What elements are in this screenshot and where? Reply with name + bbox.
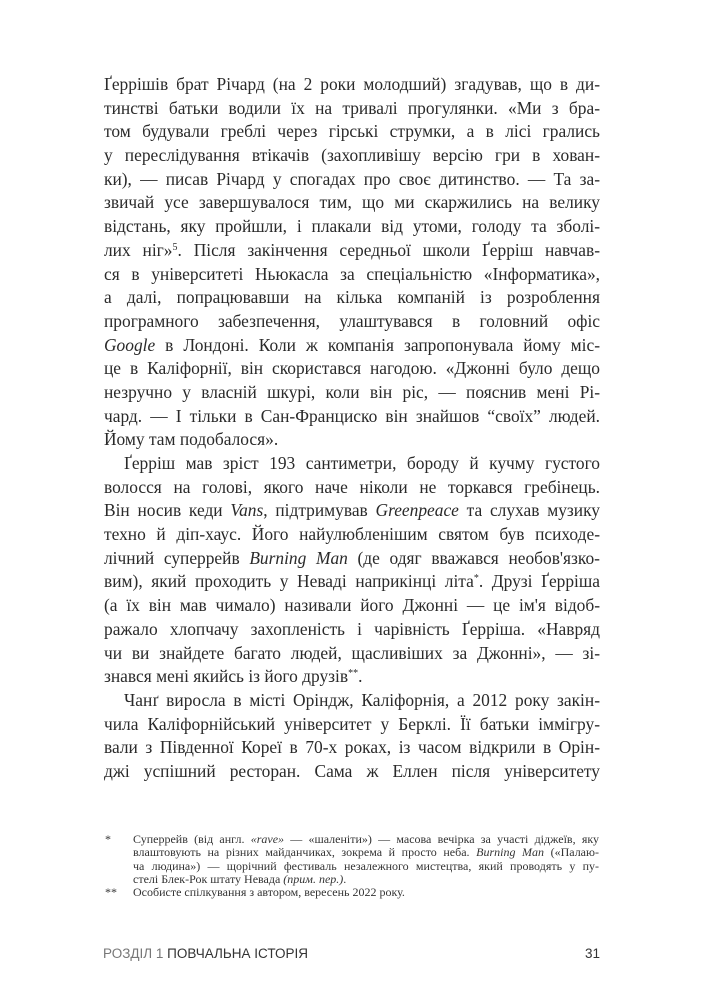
text-line bbox=[104, 428, 600, 452]
text-run: незручно у власній шкурі, коли він ріс, — пояснив мені Рі- bbox=[104, 381, 600, 402]
text-run: ки), — писав Річард у спогадах про своє дитинство. — Та за- bbox=[104, 168, 600, 189]
page-footer bbox=[103, 946, 600, 961]
footnote-line bbox=[133, 873, 599, 886]
text-run: відстань, яку пройшли, і плакали від утоми, голоду та зболі- bbox=[104, 216, 600, 237]
text-line bbox=[104, 239, 600, 263]
text-run: програмного забезпечення, улаштувався в головний офіс bbox=[104, 310, 600, 331]
text-line bbox=[104, 405, 600, 429]
text-line bbox=[104, 144, 600, 168]
text-run: Ґерріш мав зріст 193 сантиметри, бороду й кучму густого bbox=[124, 453, 600, 473]
footnote-ref: * bbox=[473, 573, 479, 585]
italic-text: Google bbox=[104, 334, 156, 355]
text-run: . bbox=[358, 666, 363, 687]
footnote-line bbox=[133, 860, 599, 873]
text-run: чила Каліфорнійський університет у Берклі. Її батьки іммігру- bbox=[104, 713, 600, 734]
text-line bbox=[104, 642, 600, 666]
text-line bbox=[104, 310, 600, 334]
text-line bbox=[104, 286, 600, 310]
text-run: вим), який проходить у Неваді наприкінці літа bbox=[104, 571, 474, 592]
chapter-title: ПОВЧАЛЬНА ІСТОРІЯ bbox=[167, 946, 308, 961]
text-line bbox=[104, 97, 600, 121]
footnote-ref: 5 bbox=[172, 241, 178, 253]
text-run: . bbox=[343, 871, 347, 886]
text-run: ражало хлопчачу захопленість і чарівність Ґерріша. «Навряд bbox=[104, 618, 600, 639]
italic-text: Vans bbox=[230, 500, 264, 521]
text-run: Ґеррішів брат Річард (на 2 роки молодший) згадував, що в ди- bbox=[104, 74, 600, 94]
paragraph bbox=[104, 452, 600, 689]
text-line bbox=[104, 760, 600, 784]
text-line bbox=[104, 357, 600, 381]
text-line bbox=[104, 665, 600, 689]
text-run: — «шаленіти») — масова вечірка за участі діджеїв, яку bbox=[284, 832, 599, 846]
text-line bbox=[104, 73, 600, 97]
text-line bbox=[104, 263, 600, 287]
text-run: (де одяг вважався необов'язко- bbox=[347, 547, 600, 568]
footnote bbox=[105, 886, 599, 899]
text-run: джі успішний ресторан. Сама ж Еллен після університету bbox=[104, 760, 600, 781]
text-run: . Друзі Ґерріша bbox=[478, 571, 600, 592]
text-run: ся в університеті Ньюкасла за спеціальністю «Інформатика», bbox=[104, 263, 600, 284]
text-run: у переслідування втікачів (захопливішу версію гри в хован- bbox=[104, 145, 600, 166]
text-line bbox=[104, 570, 600, 594]
footnote-line bbox=[133, 846, 599, 859]
text-run: чард. — І тільки в Сан-Франциско він знайшов “своїх” людей. bbox=[104, 405, 600, 426]
text-run: техно й діп-хаус. Його найулюбленішим святом був психоде- bbox=[104, 524, 600, 545]
text-run: ча людина») — щорічний фестиваль незалежного мистецтва, який проводять у пу- bbox=[133, 858, 599, 873]
text-run: в Лондоні. Коли ж компанія запропонувала йому міс- bbox=[155, 334, 600, 355]
text-line bbox=[104, 452, 600, 476]
text-line bbox=[104, 547, 600, 571]
footnote-mark: ** bbox=[105, 885, 117, 900]
text-run: стелі Блек-Рок штату Невада bbox=[133, 871, 284, 886]
text-line bbox=[104, 618, 600, 642]
text-run: це в Каліфорнії, він скористався нагодою. «Джонні було дещо bbox=[104, 358, 600, 379]
body-text bbox=[104, 73, 600, 784]
text-line bbox=[104, 594, 600, 618]
text-line bbox=[104, 499, 600, 523]
text-run: вали з Південної Кореї в 70-х роках, із часом відкрили в Орін- bbox=[104, 737, 600, 758]
text-line bbox=[104, 191, 600, 215]
text-run: чи ви знайдете багато людей, щасливіших за Джонні», — зі- bbox=[104, 642, 600, 663]
text-run: та слухав музику bbox=[458, 500, 600, 521]
text-line bbox=[104, 523, 600, 547]
text-run: Йому там подобалося». bbox=[104, 429, 279, 450]
italic-text: Burning Man bbox=[249, 547, 348, 568]
text-line bbox=[104, 689, 600, 713]
text-run: Чанґ виросла в місті Оріндж, Каліфорнія, а 2012 року закін- bbox=[124, 689, 600, 710]
text-line bbox=[104, 168, 600, 192]
paragraph bbox=[104, 73, 600, 452]
text-line bbox=[104, 334, 600, 358]
text-run: («Палаю- bbox=[544, 845, 599, 860]
footnote-line bbox=[133, 886, 599, 899]
chapter-number: РОЗДІЛ 1 bbox=[103, 946, 164, 961]
text-run: лих ніг» bbox=[104, 239, 173, 260]
text-run: . Після закінчення середньої школи Ґерріш навчав- bbox=[177, 239, 600, 260]
text-run: влаштовують на різних майданчиках, зокрема й просто неба. bbox=[133, 845, 477, 860]
italic-text: «rave» bbox=[250, 832, 285, 846]
footnote bbox=[105, 833, 599, 886]
text-line bbox=[104, 476, 600, 500]
running-header bbox=[103, 946, 308, 961]
text-run: (а їх він мав чимало) називали його Джонні — це ім'я відоб- bbox=[104, 595, 600, 616]
footnotes bbox=[105, 833, 599, 899]
italic-text: Burning Man bbox=[476, 845, 545, 860]
text-line bbox=[104, 215, 600, 239]
italic-text: (прим. пер.) bbox=[283, 871, 344, 886]
page-number: 31 bbox=[584, 946, 600, 961]
footnote-mark: * bbox=[105, 832, 111, 846]
text-run: Він носив кеди bbox=[104, 500, 231, 521]
text-run: волосся на голові, якого наче ніколи не торкався гребінець. bbox=[104, 476, 600, 497]
text-run: а далі, попрацювавши на кілька компаній із розроблення bbox=[104, 287, 600, 308]
text-run: знався мені якийсь із його друзів bbox=[104, 666, 349, 687]
text-run: Суперрейв (від англ. bbox=[133, 832, 251, 846]
text-run: тинстві батьки водили їх на тривалі прогулянки. «Ми з бра- bbox=[104, 97, 600, 118]
text-line bbox=[104, 736, 600, 760]
italic-text: Greenpeace bbox=[375, 500, 459, 521]
text-run: Особисте спілкування з автором, вересень 2022 року. bbox=[133, 885, 405, 900]
text-run: лічний суперрейв bbox=[104, 547, 250, 568]
text-run: звичай усе завершувалося тим, що ми скаржились на велику bbox=[104, 192, 600, 213]
text-run: , підтримував bbox=[263, 500, 376, 521]
text-line bbox=[104, 713, 600, 737]
footnote-line bbox=[133, 833, 599, 846]
paragraph bbox=[104, 689, 600, 784]
footnote-ref: ** bbox=[348, 668, 359, 680]
text-run: том будували греблі через гірські струмки, а в лісі грались bbox=[104, 121, 600, 142]
text-line bbox=[104, 120, 600, 144]
text-line bbox=[104, 381, 600, 405]
